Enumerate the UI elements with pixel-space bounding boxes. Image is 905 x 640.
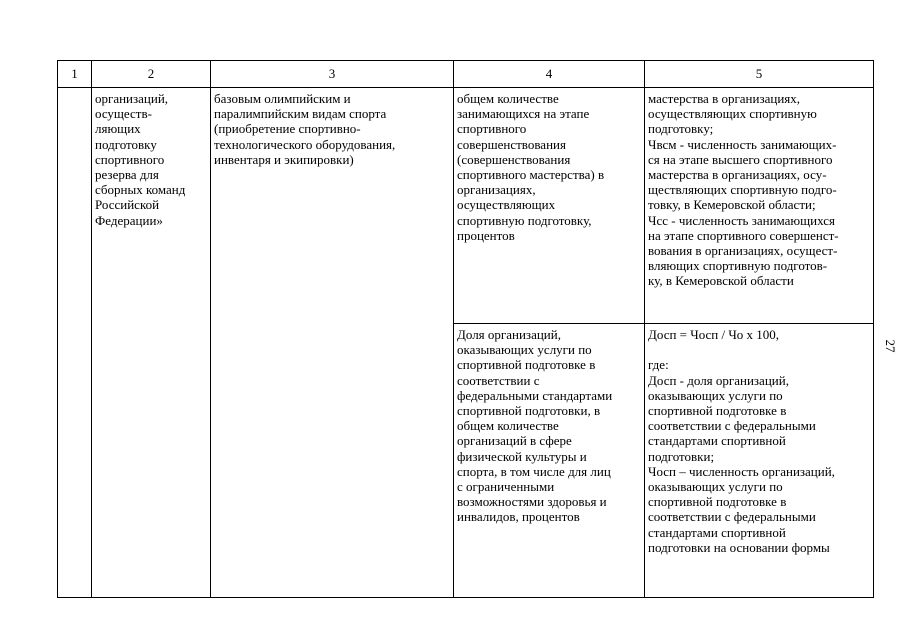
header-col-4: 4 [454,61,645,88]
cell-col-3 [211,88,454,598]
col3-text: базовым олимпийским и паралимпийским видам спорта (приобретение спортивно- технологического оборудования, инвентаря и экипировки) [214,91,396,167]
row2-col5-text: Досп = Чосп / Чо х 100, где: Досп - доля организаций, оказывающих услуги по спортивной подготовке в соответствии с федеральными стандартами спортивной подготовки; Чосп – численность организаций, оказывающих услуги по спортивной подготовке в соответствии с федеральными стандартами спортивной подготовки на основании формы [648,327,835,555]
cell-row1-col-5 [645,88,874,324]
table-row [58,88,874,324]
row1-col4-text: общем количестве занимающихся на этапе спортивного совершенствования (совершенствования спортивного мастерства) в организациях, осуществляющих спортивную подготовку, процентов [457,91,605,243]
header-col-3: 3 [211,61,454,88]
header-col-1: 1 [58,61,92,88]
indicator-table [57,60,874,598]
cell-col-1 [58,88,92,598]
row1-col5-text: мастерства в организациях, осуществляющих спортивную подготовку; Чвсм - численность занимающих- ся на этапе высшего спортивного мастерства в организациях, осу- ществляющих спортивную подго- товку, в Кемеровской области; Чсс - численность занимающихся на этапе спортивного совершенст- вования в организациях, осущест- вляющих спортивную подготов- ку, в Кемеровской области [648,91,839,289]
cell-row2-col-5 [645,324,874,598]
header-row [58,61,874,88]
header-col-2: 2 [92,61,211,88]
header-col-5: 5 [645,61,874,88]
cell-row1-col-4 [454,88,645,324]
col2-text: организаций, осуществ- ляющих подготовку спортивного резерва для сборных команд Российской Федерации» [95,91,186,228]
page-number: 27 [883,339,898,353]
row2-col4-text: Доля организаций, оказывающих услуги по спортивной подготовке в соответствии с федеральными стандартами спортивной подготовки, в общем количестве организаций в сфере физической культуры и спорта, в том числе для лиц с ограниченными возможностями здоровья и инвалидов, процентов [457,327,613,525]
cell-row2-col-4 [454,324,645,598]
cell-col-2 [92,88,211,598]
